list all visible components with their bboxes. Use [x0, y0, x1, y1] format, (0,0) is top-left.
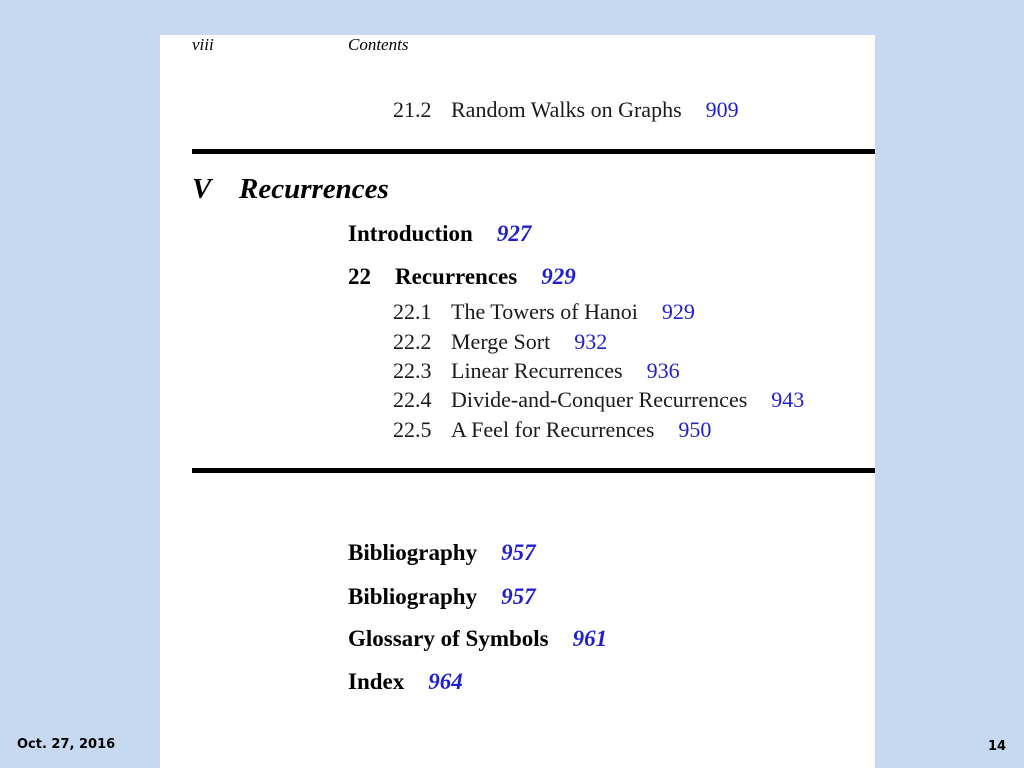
back-matter-page-link[interactable]: 957 [501, 540, 536, 565]
chapter-page-link[interactable]: 929 [541, 264, 576, 289]
section-entry [393, 417, 711, 443]
running-head-title: Contents [348, 35, 409, 54]
section-title: Divide-and-Conquer Recurrences [451, 387, 748, 412]
section-entry [393, 299, 695, 325]
back-matter-title: Bibliography [348, 540, 478, 565]
section-number: 22.3 [393, 358, 432, 383]
contents-page [160, 35, 875, 768]
chapter-entry [348, 264, 576, 290]
section-number: 22.2 [393, 329, 432, 354]
section-page-link[interactable]: 936 [646, 358, 680, 383]
prior-section-entry [393, 97, 739, 123]
introduction-entry [348, 221, 531, 247]
back-matter-title: Glossary of Symbols [348, 626, 549, 651]
section-entry [393, 387, 804, 413]
section-number: 22.4 [393, 387, 432, 412]
bottom-divider [192, 468, 875, 473]
section-page-link[interactable]: 950 [678, 417, 712, 442]
back-matter-page-link[interactable]: 957 [501, 584, 536, 609]
introduction-title: Introduction [348, 221, 473, 246]
back-matter-entry [348, 626, 607, 652]
section-entry [393, 358, 680, 384]
back-matter-title: Bibliography [348, 584, 478, 609]
part-numeral: V [192, 173, 212, 205]
chapter-number: 22 [348, 264, 371, 289]
back-matter-entry [348, 669, 463, 695]
back-matter-entry [348, 540, 536, 566]
back-matter-entry [348, 584, 536, 610]
section-number: 22.5 [393, 417, 432, 442]
back-matter-page-link[interactable]: 961 [572, 626, 608, 651]
part-heading [192, 173, 389, 206]
chapter-title: Recurrences [395, 264, 518, 289]
section-number: 22.1 [393, 299, 432, 324]
section-page-link[interactable]: 929 [661, 299, 695, 324]
section-title: The Towers of Hanoi [451, 299, 638, 324]
section-page-link[interactable]: 943 [771, 387, 805, 412]
section-entry [393, 329, 607, 355]
running-head-page-numeral: viii [192, 35, 214, 54]
section-page-link[interactable]: 909 [705, 97, 739, 122]
top-divider [192, 149, 875, 154]
back-matter-title: Index [348, 669, 405, 694]
slide-number: 14 [988, 739, 1007, 754]
section-title: Linear Recurrences [451, 358, 623, 383]
back-matter-page-link[interactable]: 964 [428, 669, 463, 694]
section-number: 21.2 [393, 97, 432, 122]
part-title: Recurrences [239, 173, 389, 205]
introduction-page-link[interactable]: 927 [496, 221, 532, 246]
section-page-link[interactable]: 932 [574, 329, 608, 354]
section-title: Random Walks on Graphs [451, 97, 682, 122]
section-title: Merge Sort [451, 329, 551, 354]
section-title: A Feel for Recurrences [451, 417, 655, 442]
slide-date: Oct. 27, 2016 [17, 737, 116, 752]
